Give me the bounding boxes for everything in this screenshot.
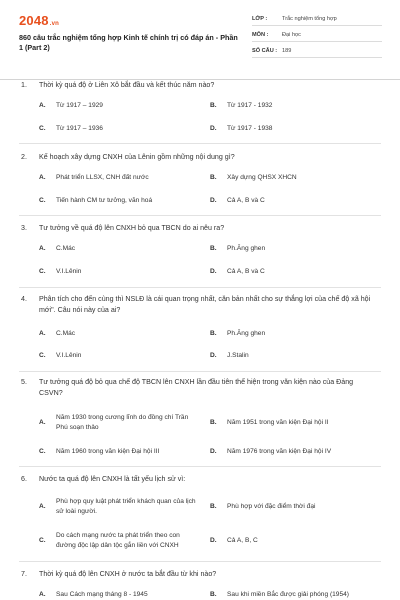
option-letter: C. (39, 197, 46, 204)
question-divider (19, 561, 381, 562)
option-d[interactable] (210, 536, 367, 546)
question-divider (19, 371, 381, 372)
question-number: 7. (21, 570, 27, 578)
question-divider (19, 287, 381, 288)
option-letter: A. (39, 174, 46, 181)
option-a[interactable] (39, 101, 196, 111)
option-letter: B. (210, 591, 217, 598)
option-b[interactable] (210, 329, 367, 339)
logo-text: 2048 (19, 13, 49, 28)
option-d[interactable] (210, 351, 367, 361)
option-text: Từ 1917 - 1932 (227, 102, 273, 109)
option-text: Phát triển LLSX, CNH đất nước (56, 174, 149, 181)
option-b[interactable] (210, 101, 367, 111)
question-text: Tư tưởng quá độ bỏ qua chế độ TBCN lên CNXH lần đầu tiên thể hiện trong văn kiện nào của Đảng CSVN? (39, 378, 354, 397)
option-letter: B. (210, 245, 217, 252)
option-text: J.Stalin (227, 352, 249, 359)
option-text: Phù hợp với đặc điểm thời đại (227, 503, 316, 510)
question-number: 1. (21, 81, 27, 89)
option-a[interactable] (39, 497, 196, 517)
option-letter: D. (210, 537, 217, 544)
option-c[interactable] (39, 531, 196, 551)
option-text: Năm 1960 trong văn kiện Đại hội III (56, 448, 160, 455)
option-letter: D. (210, 448, 217, 455)
option-text: Phù hợp quy luật phát triển khách quan của lịch sử loài người. (56, 498, 196, 515)
option-text: Ph.Ăng ghen (227, 330, 266, 337)
option-letter: A. (39, 503, 46, 510)
option-letter: A. (39, 245, 46, 252)
option-c[interactable] (39, 196, 196, 206)
meta-count-row (252, 45, 382, 58)
option-d[interactable] (210, 124, 367, 134)
logo-suffix: .vn (49, 21, 60, 27)
question-divider (19, 466, 381, 467)
question-text: Nước ta quá độ lên CNXH là tất yếu lịch sử vì: (39, 475, 186, 483)
option-letter: C. (39, 352, 46, 359)
meta-count-label: SỐ CÂU : (252, 48, 278, 54)
option-letter: A. (39, 591, 46, 598)
question-text: Thời kỳ quá độ lên CNXH ở nước ta bắt đầu từ khi nào? (39, 570, 217, 578)
option-b[interactable] (210, 244, 367, 254)
option-text: V.I.Lênin (56, 268, 82, 275)
option-letter: D. (210, 352, 217, 359)
option-b[interactable] (210, 502, 367, 512)
option-letter: B. (210, 503, 217, 510)
option-text: Năm 1951 trong văn kiện Đại hội II (227, 419, 329, 426)
option-d[interactable] (210, 196, 367, 206)
option-letter: B. (210, 419, 217, 426)
question-number: 6. (21, 475, 27, 483)
option-d[interactable] (210, 267, 367, 277)
option-text: Từ 1917 – 1936 (56, 125, 103, 132)
option-text: Sau khi miền Bắc được giải phóng (1954) (227, 591, 350, 598)
option-letter: B. (210, 330, 217, 337)
meta-subject-row (252, 29, 382, 42)
option-text: Xây dựng QHSX XHCN (227, 174, 297, 181)
option-text: Từ 1917 – 1929 (56, 102, 103, 109)
option-b[interactable] (210, 418, 367, 428)
option-letter: C. (39, 448, 46, 455)
option-text: Tiến hành CM tư tưởng, văn hoá (56, 197, 153, 204)
option-letter: C. (39, 125, 46, 132)
option-letter: A. (39, 419, 46, 426)
question-number: 4. (21, 295, 27, 303)
option-a[interactable] (39, 590, 216, 600)
option-a[interactable] (39, 173, 196, 183)
meta-class-row (252, 13, 382, 26)
option-text: Năm 1976 trong văn kiện Đại hội IV (227, 448, 332, 455)
option-letter: D. (210, 125, 217, 132)
option-text: Cả A, B và C (227, 268, 265, 275)
option-text: Từ 1917 - 1938 (227, 125, 273, 132)
question-text: Tư tưởng về quá độ lên CNXH bỏ qua TBCN do ai nêu ra? (39, 224, 225, 232)
option-c[interactable] (39, 267, 196, 277)
question-number: 5. (21, 378, 27, 386)
option-d[interactable] (210, 447, 367, 457)
option-letter: C. (39, 537, 46, 544)
option-text: Sau Cách mạng tháng 8 - 1945 (56, 591, 148, 598)
site-logo[interactable] (19, 13, 59, 28)
option-letter: A. (39, 330, 46, 337)
meta-class-value: Trắc nghiệm tổng hợp (282, 16, 337, 22)
option-text: Ph.Ăng ghen (227, 245, 266, 252)
option-c[interactable] (39, 351, 196, 361)
document-title: 860 câu trắc nghiệm tổng hợp Kinh tế chính trị có đáp án - Phần 1 (Part 2) (19, 33, 238, 52)
option-text: Do cách mạng nước ta phát triển theo con đường độc lập dân tộc gắn liền với CNXH (56, 532, 180, 549)
meta-class-label: LỚP : (252, 16, 268, 22)
option-letter: C. (39, 268, 46, 275)
meta-subject-label: MÔN : (252, 32, 269, 38)
option-a[interactable] (39, 244, 196, 254)
option-text: C.Mác (56, 245, 76, 252)
question-divider (19, 215, 381, 216)
question-divider (19, 143, 381, 144)
question-text: Phân tích cho đến cùng thì NSLĐ là cái quan trọng nhất, căn bản nhất cho sự thắng lợi của chế độ xã hội mới". Câu nói này của ai? (39, 295, 371, 314)
option-text: C.Mác (56, 330, 76, 337)
option-b[interactable] (210, 173, 367, 183)
option-b[interactable] (210, 590, 400, 600)
meta-count-value: 189 (282, 48, 292, 54)
meta-subject-value: Đại học (282, 32, 301, 38)
option-text: Năm 1930 trong cương lĩnh do đồng chí Trần Phú soạn thảo (56, 414, 189, 431)
question-text: Kế hoạch xây dựng CNXH của Lênin gồm những nội dung gì? (39, 153, 235, 161)
option-a[interactable] (39, 413, 196, 433)
document-header (0, 0, 400, 80)
option-text: V.I.Lênin (56, 352, 82, 359)
option-letter: D. (210, 197, 217, 204)
option-letter: A. (39, 102, 46, 109)
option-c[interactable] (39, 124, 196, 134)
option-c[interactable] (39, 447, 196, 457)
option-text: Cả A, B và C (227, 197, 265, 204)
option-letter: B. (210, 102, 217, 109)
option-text: Cả A, B, C (227, 537, 258, 544)
option-a[interactable] (39, 329, 196, 339)
option-letter: B. (210, 174, 217, 181)
question-number: 2. (21, 153, 27, 161)
question-number: 3. (21, 224, 27, 232)
option-letter: D. (210, 268, 217, 275)
question-text: Thời kỳ quá độ ở Liên Xô bắt đầu và kết thúc năm nào? (39, 81, 215, 89)
